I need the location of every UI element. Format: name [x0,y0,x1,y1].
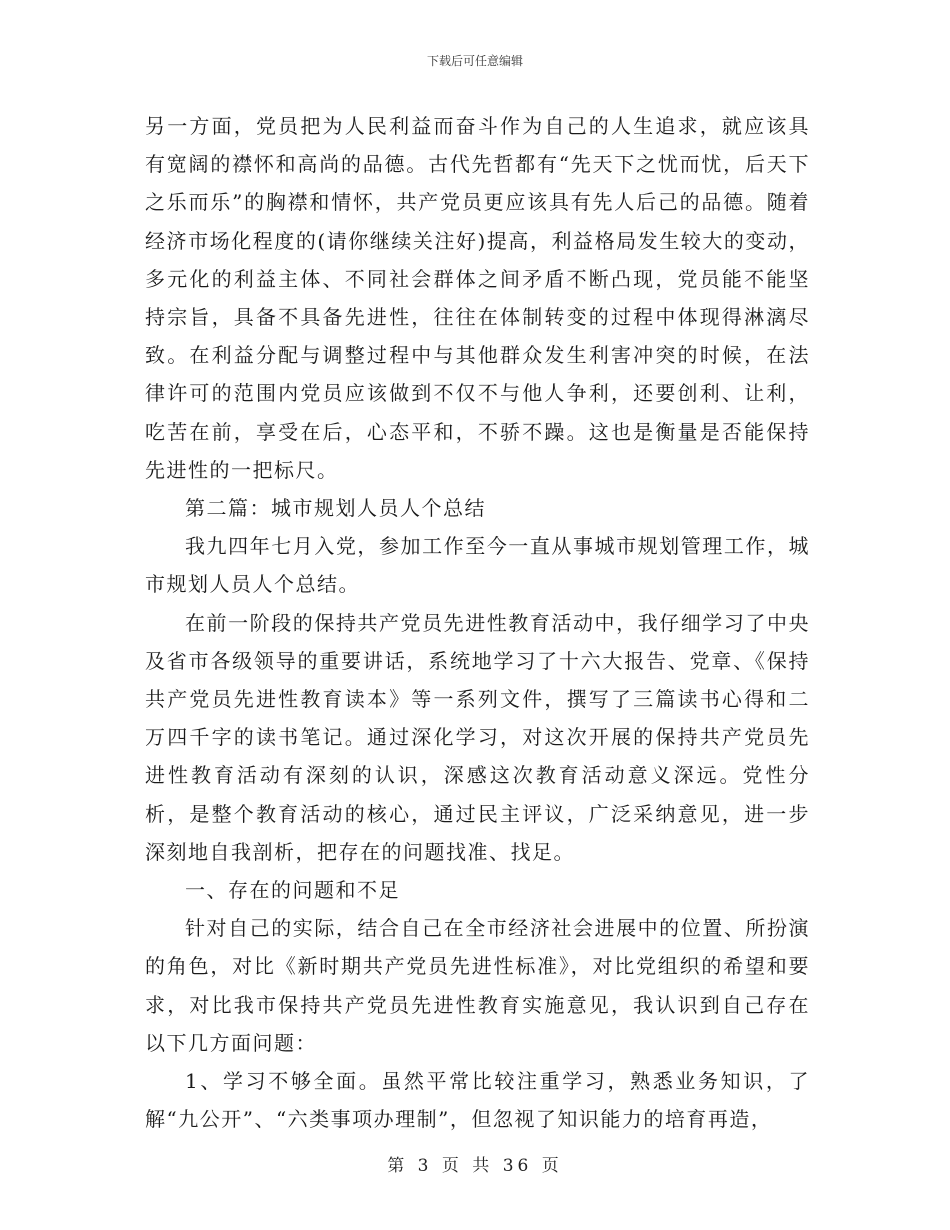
page-header: 下载后可任意编辑 [426,54,523,68]
document-body [145,107,810,1138]
paragraph-interests: 另一方面，党员把为人民利益而奋斗作为自己的人生追求，就应该具有宽阔的襟怀和高尚的品德。古代先哲都有“先天下之忧而忧，后天下之乐而乐”的胸襟和情怀，共产党员更应该具有先人后己的品德。随着经济市场化程度的(请你继续关注好)提高，利益格局发生较大的变动，多元化的利益主体、不同社会群体之间矛盾不断凸现，党员能不能坚持宗旨，具备不具备先进性，往往在体制转变的过程中体现得淋漓尽致。在利益分配与调整过程中与其他群众发生利害冲突的时候，在法律许可的范围内党员应该做到不仅不与他人争利，还要创利、让利，吃苦在前，享受在后，心态平和，不骄不躁。这也是衡量是否能保持先进性的一把标尺。 [145,114,810,482]
paragraph-point-1: 1、学习不够全面。虽然平常比较注重学习，熟悉业务知识，了解“九公开”、“六类事项办理制”，但忽视了知识能力的培育再造， [145,1069,810,1132]
section-title: 第二篇：城市规划人员人个总结 [185,496,486,521]
page-number: 第 3 页 共 36 页 [387,1156,563,1176]
subsection-heading: 一、存在的问题和不足 [185,878,400,903]
paragraph-intro: 我九四年七月入党，参加工作至今一直从事城市规划管理工作，城市规划人员人个总结。 [145,534,810,597]
paragraph-study: 在前一阶段的保持共产党员先进性教育活动中，我仔细学习了中央及省市各级领导的重要讲话，系统地学习了十六大报告、党章、《保持共产党员先进性教育读本》等一系列文件，撰写了三篇读书心得和二万四千字的读书笔记。通过深化学习，对这次开展的保持共产党员先进性教育活动有深刻的认识，深感这次教育活动意义深远。党性分析，是整个教育活动的核心，通过民主评议，广泛采纳意见，进一步深刻地自我剖析，把存在的问题找准、找足。 [145,610,810,864]
paragraph-problems: 针对自己的实际，结合自己在全市经济社会进展中的位置、所扮演的角色，对比《新时期共产党员先进性标准》，对比党组织的希望和要求，对比我市保持共产党员先进性教育实施意见，我认识到自己存在以下几方面问题： [145,916,810,1055]
